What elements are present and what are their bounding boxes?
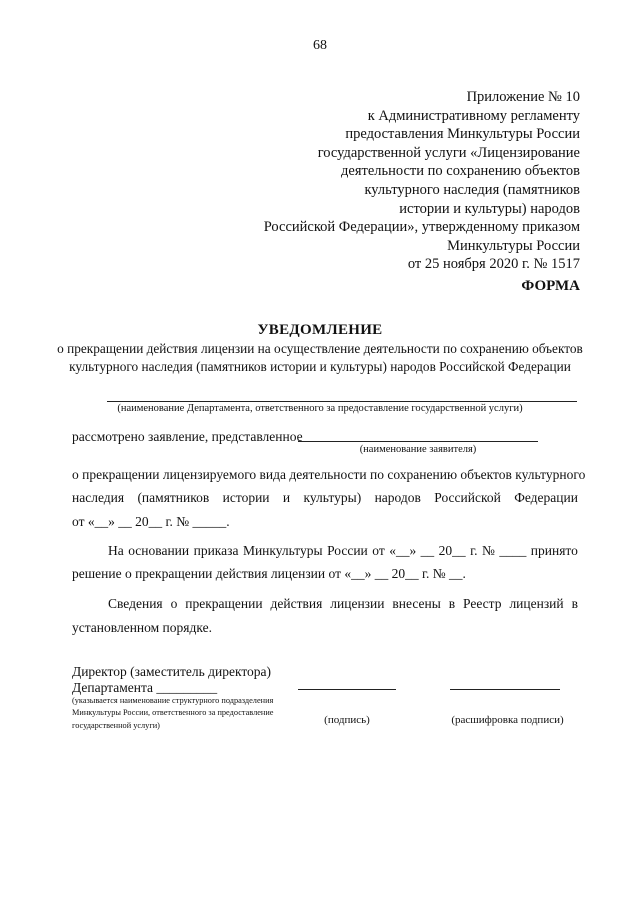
- applicant-caption: (наименование заявителя): [359, 444, 477, 455]
- word: народов: [374, 490, 421, 505]
- appendix-line: предоставления Минкультуры России: [345, 126, 580, 143]
- word: наследия: [72, 490, 125, 505]
- decoding-caption: (расшифровка подписи): [451, 714, 564, 726]
- para1-line-2: [72, 490, 578, 506]
- word: Реестр: [463, 596, 502, 611]
- appendix-line: Российской Федерации», утвержденному приказом: [263, 219, 580, 236]
- word: внесены: [392, 596, 441, 611]
- word: культуры): [303, 490, 362, 505]
- considered-text: рассмотрено заявление, представленное: [72, 429, 303, 444]
- appendix-line: к Административному регламенту: [367, 107, 580, 124]
- word: (памятников: [137, 490, 210, 505]
- word: о: [170, 596, 178, 611]
- signature-field[interactable]: [298, 689, 396, 690]
- word: ____: [499, 543, 527, 558]
- word: лицензии: [330, 596, 385, 611]
- word: 20__: [438, 543, 466, 558]
- para3-line-1: [108, 596, 578, 612]
- word: принято: [530, 543, 578, 558]
- word: от: [372, 543, 385, 558]
- signature-decoding-field[interactable]: [450, 689, 560, 690]
- para1-line-1: о прекращении лицензируемого вида деятельности по сохранению объектов культурного: [72, 467, 586, 482]
- word: действия: [270, 596, 323, 611]
- word: истории: [222, 490, 270, 505]
- form-label: ФОРМА: [521, 278, 580, 294]
- signature-caption: (подпись): [324, 714, 370, 726]
- word: Федерации: [514, 490, 578, 505]
- unit-caption-line-2: Минкультуры России, ответственного за предоставление: [72, 708, 274, 718]
- word: «__»: [389, 543, 417, 558]
- applicant-name-field[interactable]: [298, 441, 538, 442]
- word: основании: [128, 543, 190, 558]
- word: №: [481, 543, 495, 558]
- word: прекращении: [185, 596, 263, 611]
- unit-caption-line-3: государственной услуги): [72, 720, 160, 730]
- notice-subtitle-line-2: культурного наследия (памятников истории и культуры) народов Российской Федерации: [69, 359, 571, 374]
- word: в: [448, 596, 456, 611]
- appendix-line: Минкультуры России: [447, 237, 580, 254]
- department-caption: (наименование Департамента, ответственного за предоставление государственной услуги): [117, 403, 523, 414]
- appendix-header: [264, 88, 580, 274]
- notice-title: УВЕДОМЛЕНИЕ: [257, 322, 383, 338]
- appendix-line: культурного наследия (памятников: [364, 181, 580, 198]
- word: __: [420, 543, 435, 558]
- appendix-line: государственной услуги «Лицензирование: [317, 144, 580, 161]
- word: в: [571, 596, 578, 611]
- unit-caption: [72, 695, 274, 732]
- notice-subtitle: [0, 340, 640, 376]
- notice-subtitle-line-1: о прекращении действия лицензии на осуществление деятельности по сохранению объектов: [57, 341, 583, 356]
- page-number: 68: [313, 38, 327, 53]
- word: и: [282, 490, 291, 505]
- appendix-line: Приложение № 10: [466, 89, 580, 105]
- appendix-line: истории и культуры) народов: [399, 200, 580, 217]
- word: Сведения: [108, 596, 163, 611]
- director-title: Директор (заместитель директора): [72, 664, 272, 679]
- word: России: [327, 543, 368, 558]
- unit-caption-line-1: (указывается наименование структурного подразделения: [72, 696, 274, 705]
- para3-line-2: установленном порядке.: [72, 620, 212, 635]
- word: Минкультуры: [242, 543, 323, 558]
- word: На: [108, 543, 124, 558]
- appendix-line: деятельности по сохранению объектов: [341, 163, 580, 180]
- word: приказа: [193, 543, 239, 558]
- department-label: Департамента _________: [72, 680, 218, 695]
- word: Российской: [434, 490, 501, 505]
- department-name-field[interactable]: [107, 401, 577, 402]
- para1-line-3: от «__» __ 20__ г. № _____.: [72, 514, 230, 529]
- para2-line-1: [108, 543, 578, 559]
- word: лицензий: [509, 596, 564, 611]
- word: г.: [470, 543, 478, 558]
- appendix-line: от 25 ноября 2020 г. № 1517: [407, 256, 580, 273]
- para2-line-2: решение о прекращении действия лицензии от «__» __ 20__ г. № __.: [72, 566, 466, 581]
